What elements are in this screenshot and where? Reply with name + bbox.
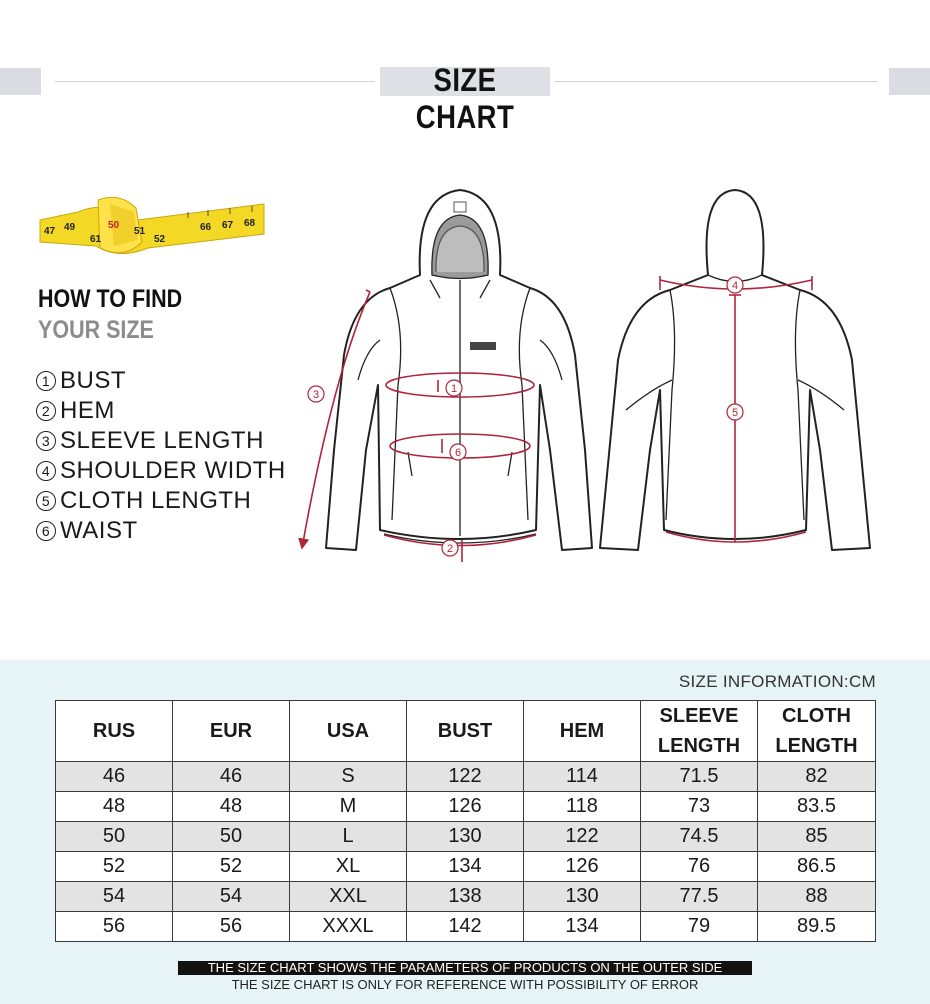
table-cell: 54 xyxy=(56,882,173,912)
header-divider-left xyxy=(55,81,375,82)
hood-logo-icon xyxy=(454,202,466,212)
column-header: RUS xyxy=(56,701,173,762)
header-left-bar xyxy=(0,68,41,95)
table-row xyxy=(56,822,876,852)
tape-number: 51 xyxy=(134,226,146,237)
table-cell: 79 xyxy=(641,912,758,942)
table-cell: 134 xyxy=(407,852,524,882)
table-cell: 88 xyxy=(758,882,876,912)
table-cell: 142 xyxy=(407,912,524,942)
table-cell: 52 xyxy=(173,852,290,882)
table-cell: M xyxy=(290,792,407,822)
marker-waist: 6 xyxy=(454,447,462,459)
marker-bust: 1 xyxy=(450,383,458,395)
table-cell: 46 xyxy=(173,762,290,792)
header-divider-right xyxy=(555,81,877,82)
tape-number: 61 xyxy=(90,234,102,245)
column-header: BUST xyxy=(407,701,524,762)
table-cell: 71.5 xyxy=(641,762,758,792)
table-cell: 77.5 xyxy=(641,882,758,912)
footer-note-primary: THE SIZE CHART SHOWS THE PARAMETERS OF PRODUCTS ON THE OUTER SIDE xyxy=(178,961,752,975)
tape-number: 49 xyxy=(64,222,76,233)
table-cell: 126 xyxy=(407,792,524,822)
size-table xyxy=(55,700,876,942)
step-number: 2 xyxy=(36,401,56,421)
table-cell: 50 xyxy=(56,822,173,852)
table-cell: 46 xyxy=(56,762,173,792)
table-cell: 83.5 xyxy=(758,792,876,822)
table-row xyxy=(56,762,876,792)
table-cell: 82 xyxy=(758,762,876,792)
marker-cloth-length: 5 xyxy=(731,407,739,419)
table-cell: 130 xyxy=(407,822,524,852)
table-cell: 89.5 xyxy=(758,912,876,942)
table-cell: 48 xyxy=(173,792,290,822)
table-cell: 86.5 xyxy=(758,852,876,882)
table-row xyxy=(56,792,876,822)
howto-heading: HOW TO FIND xyxy=(38,285,183,313)
marker-sleeve: 3 xyxy=(312,389,320,401)
table-cell: 85 xyxy=(758,822,876,852)
step-number: 4 xyxy=(36,461,56,481)
table-row xyxy=(56,912,876,942)
step-number: 3 xyxy=(36,431,56,451)
unit-note: SIZE INFORMATION:CM xyxy=(678,672,876,691)
chest-logo-icon xyxy=(470,342,496,350)
step-number: 6 xyxy=(36,521,56,541)
step-label: HEM xyxy=(60,397,115,424)
tape-measure-icon xyxy=(38,190,266,262)
measurement-steps xyxy=(36,366,286,546)
table-cell: 56 xyxy=(173,912,290,942)
table-cell: S xyxy=(290,762,407,792)
step-cloth-length xyxy=(36,486,286,516)
table-cell: 56 xyxy=(56,912,173,942)
table-cell: 74.5 xyxy=(641,822,758,852)
step-label: CLOTH LENGTH xyxy=(60,487,252,514)
column-header: USA xyxy=(290,701,407,762)
step-bust xyxy=(36,366,286,396)
step-number: 5 xyxy=(36,491,56,511)
step-sleeve-length xyxy=(36,426,286,456)
table-cell: L xyxy=(290,822,407,852)
step-waist xyxy=(36,516,286,546)
step-label: SHOULDER WIDTH xyxy=(60,457,286,484)
column-header: SLEEVE LENGTH xyxy=(641,701,758,762)
table-cell: 114 xyxy=(524,762,641,792)
table-header-row xyxy=(56,701,876,762)
header-right-bar xyxy=(889,68,930,95)
table-cell: 76 xyxy=(641,852,758,882)
table-row xyxy=(56,852,876,882)
table-cell: 118 xyxy=(524,792,641,822)
step-label: WAIST xyxy=(60,517,138,544)
table-cell: 134 xyxy=(524,912,641,942)
jacket-measurement-diagram xyxy=(280,180,880,580)
step-label: BUST xyxy=(60,367,127,394)
tape-number: 50 xyxy=(108,220,120,231)
table-cell: XXXL xyxy=(290,912,407,942)
table-cell: 130 xyxy=(524,882,641,912)
table-cell: 50 xyxy=(173,822,290,852)
table-row xyxy=(56,882,876,912)
page-title: SIZE CHART xyxy=(415,62,515,135)
table-cell: 73 xyxy=(641,792,758,822)
table-cell: 138 xyxy=(407,882,524,912)
tape-number: 52 xyxy=(154,234,166,245)
column-header: EUR xyxy=(173,701,290,762)
step-shoulder-width xyxy=(36,456,286,486)
table-cell: 122 xyxy=(524,822,641,852)
table-cell: 54 xyxy=(173,882,290,912)
howto-subheading: YOUR SIZE xyxy=(38,316,154,344)
table-cell: XXL xyxy=(290,882,407,912)
marker-shoulder: 4 xyxy=(731,280,739,292)
tape-number: 67 xyxy=(222,220,234,231)
step-hem xyxy=(36,396,286,426)
column-header: CLOTH LENGTH xyxy=(758,701,876,762)
step-number: 1 xyxy=(36,371,56,391)
table-cell: 122 xyxy=(407,762,524,792)
table-cell: 126 xyxy=(524,852,641,882)
step-label: SLEEVE LENGTH xyxy=(60,427,264,454)
table-cell: 48 xyxy=(56,792,173,822)
tape-number: 68 xyxy=(244,218,256,229)
marker-hem: 2 xyxy=(446,543,454,555)
tape-number: 66 xyxy=(200,222,212,233)
column-header: HEM xyxy=(524,701,641,762)
table-cell: XL xyxy=(290,852,407,882)
table-cell: 52 xyxy=(56,852,173,882)
footer-note-secondary: THE SIZE CHART IS ONLY FOR REFERENCE WITH POSSIBILITY OF ERROR xyxy=(231,977,699,992)
tape-number: 47 xyxy=(44,226,56,237)
